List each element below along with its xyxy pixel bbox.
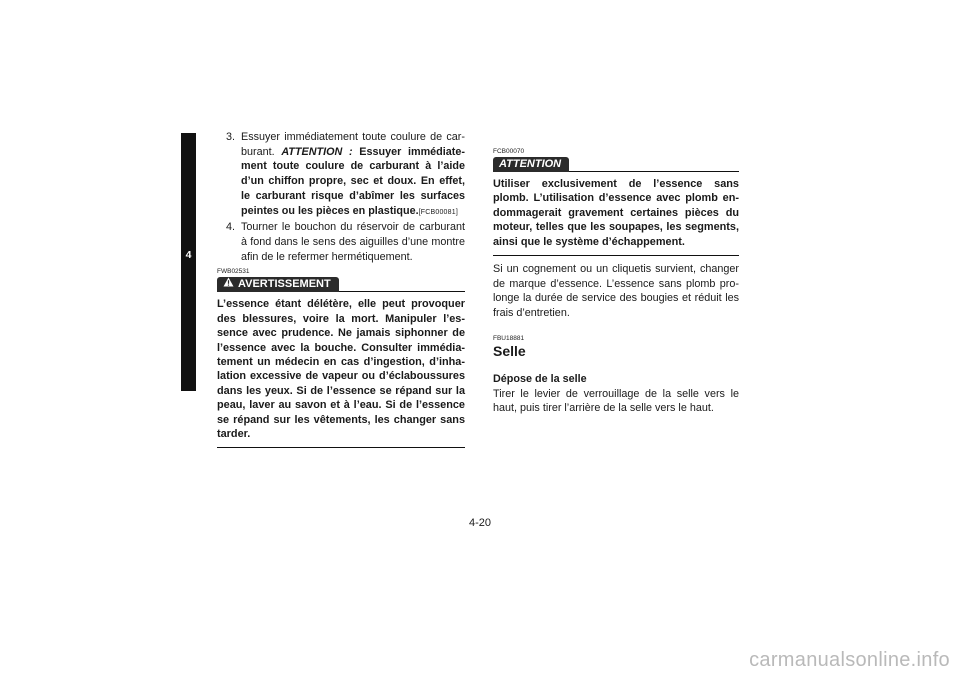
warning-triangle-icon <box>223 277 234 292</box>
step-number: 4. <box>225 221 235 234</box>
subheading: Dépose de la selle <box>493 372 587 385</box>
section-title: Selle <box>493 342 526 359</box>
warning-code: FWB02531 <box>217 268 250 276</box>
watermark: carmanualsonline.info <box>749 649 950 671</box>
chapter-number: 4 <box>185 249 192 261</box>
warning-rule <box>339 291 465 292</box>
step-3 <box>217 130 465 220</box>
paragraph: Si un cognement ou un cliquetis survient, changer de marque d’essence. L’essence sans plomb pro-longe la durée de service des bougies et réduit les frais d’entretien. <box>493 263 739 320</box>
attention-label: ATTENTION <box>499 158 562 170</box>
attention-badge <box>493 157 569 172</box>
step-4 <box>217 220 465 264</box>
reference-code: [FCB00081] <box>418 208 458 216</box>
attention-rule <box>569 171 739 172</box>
attention-text: Utiliser exclusivement de l’essence sans plomb. L’utilisation d’essence avec plomb en-dommagerait gravement certaines pièces du moteur, telles que les soupapes, les segments, ainsi que le système d’échappement. <box>493 177 739 256</box>
chapter-tab <box>181 133 196 391</box>
section-code: FBU18881 <box>493 334 525 342</box>
step-3-text: Essuyer immédiatement toute coulure de car-burant. <box>241 131 465 158</box>
attention-header <box>493 157 739 172</box>
page-number: 4-20 <box>468 517 492 529</box>
warning-header <box>217 277 465 292</box>
left-column <box>217 130 465 448</box>
warning-badge <box>217 277 339 292</box>
step-4-text: Tourner le bouchon du réservoir de carburant à fond dans le sens des aiguilles d’une montre afin de le refermer hermétiquement. <box>241 221 465 263</box>
step-text <box>241 130 465 220</box>
attention-code: FCB00070 <box>493 148 525 155</box>
attention-inline-text: Essuyer immédiate-ment toute coulure de carburant à l’aide d’un chiffon propre, sec et doux. En effet, le carburant risque d’abîmer les surfaces peintes ou les pièces en plastique. <box>241 145 465 217</box>
step-number: 3. <box>225 131 235 143</box>
right-column <box>493 130 739 416</box>
warning-label: AVERTISSEMENT <box>238 278 331 291</box>
attention-inline-label: ATTENTION : <box>281 145 353 158</box>
subheading-text: Tirer le levier de verrouillage de la selle vers le haut, puis tirer l’arrière de la selle vers le haut. <box>493 387 739 415</box>
warning-text: L’essence étant délétère, elle peut provoquer des blessures, voire la mort. Manipuler l’es-sence avec prudence. Ne jamais siphonner de l’essence avec la bouche. Consulter immédia-tement un médecin en cas d’ingestion, d’inha-lation excessive de vapeur ou d’éclaboussures dans les yeux. Si de l’essence se répand sur la peau, laver au savon et à l’eau. Si de l’essence se répand sur les vêtements, les changer sans tarder. <box>217 297 465 448</box>
